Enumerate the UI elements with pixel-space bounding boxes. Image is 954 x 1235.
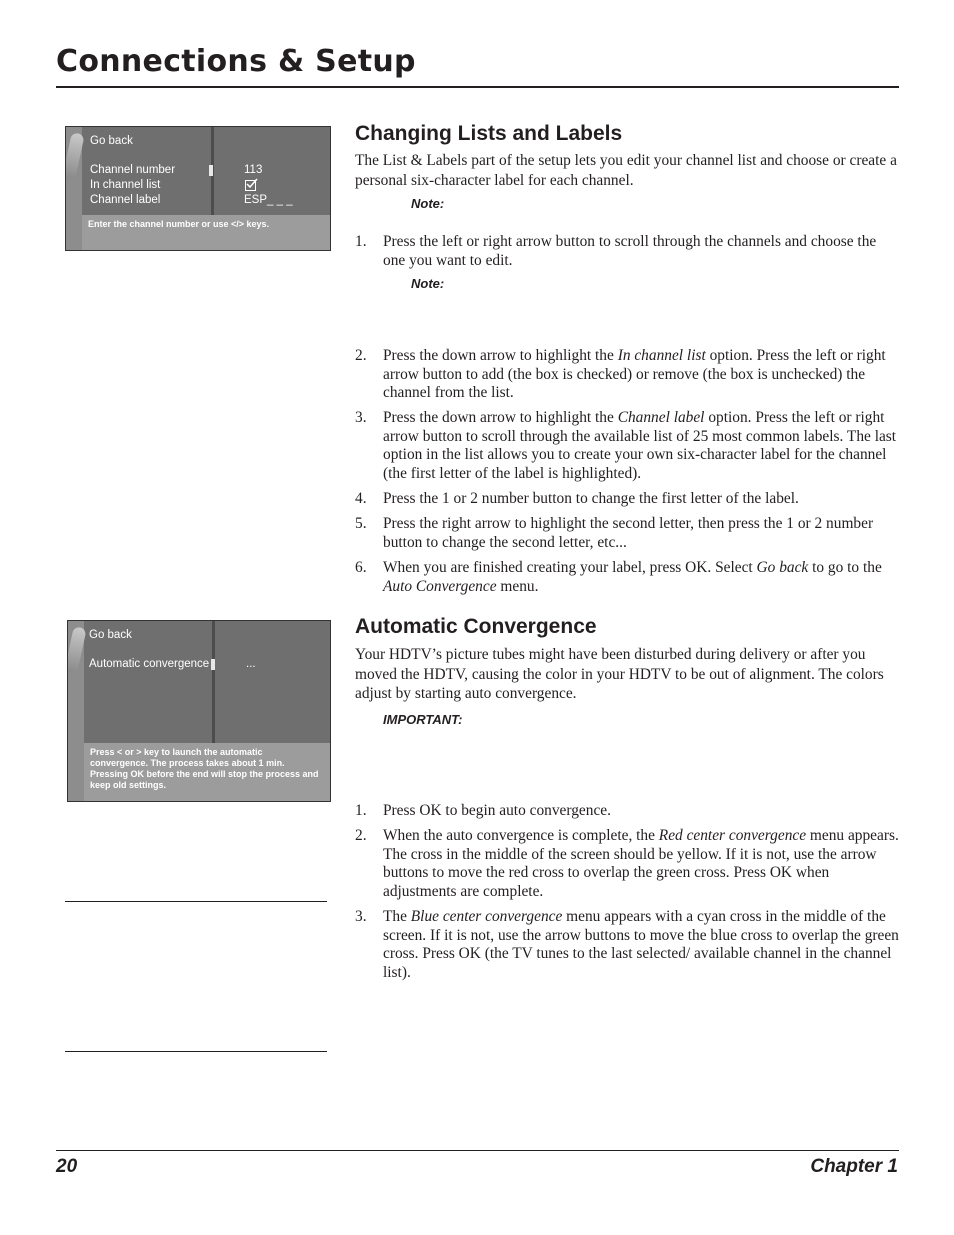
step-number: 3. (355, 908, 367, 925)
menu-cursor (209, 165, 213, 176)
channel-list-menu-screenshot (65, 126, 331, 251)
step-text-part: When the auto convergence is complete, the (383, 827, 659, 844)
step-text-emphasis: Channel label (617, 409, 705, 426)
go-back-item: Go back (90, 135, 133, 147)
automatic-convergence-item: Automatic convergence (89, 658, 210, 670)
step-text (383, 802, 900, 821)
auto-convergence-menu-screenshot (67, 620, 331, 802)
list-step (355, 347, 900, 403)
step-text-part: option. Press the left or right arrow button to add (the box is checked) or remove (the box is unchecked) the channel from the list. (383, 347, 886, 402)
checkmark-icon (245, 178, 259, 190)
step-text-emphasis: Go back (756, 559, 809, 576)
go-back-item: Go back (89, 629, 132, 641)
in-channel-list-checkbox (245, 180, 256, 191)
step-text-emphasis: Red center convergence (658, 827, 807, 844)
step-text (383, 233, 900, 270)
sidebar-rule (65, 901, 327, 902)
remote-control-icon (65, 132, 85, 180)
channel-label-value: ESP_ _ _ (244, 194, 293, 206)
step-text (383, 490, 900, 509)
step-text-emphasis: Auto Convergence (383, 577, 497, 595)
channel-number-item: Channel number (90, 164, 176, 176)
auto-convergence-intro: Your HDTV’s picture tubes might have been disturbed during delivery or after you moved the HDTV, causing the color in your HDTV to be out of alignment. The colors adjust by starting auto convergence. (355, 646, 884, 702)
remote-control-icon (67, 626, 87, 674)
list-step (355, 559, 900, 596)
step-text-part: menu appears. The cross in the middle of the screen should be yellow. If it is not, use the arrow buttons to move the red cross to overlap the green cross. Press OK when adjustments are complete. (383, 827, 899, 900)
step-number: 5. (355, 515, 367, 532)
step-text (383, 409, 900, 483)
step-text-emphasis: Blue center convergence (410, 908, 563, 925)
step-text-part: When you are finished creating your label, press OK. Select (383, 559, 757, 576)
list-step (355, 827, 900, 901)
step-text (383, 827, 900, 901)
header-rule (56, 86, 899, 88)
step-text (383, 347, 900, 403)
step-text (383, 515, 900, 552)
menu-cursor (211, 659, 215, 670)
list-step (355, 908, 900, 982)
step-number: 1. (355, 802, 367, 819)
menu-side-strip (68, 621, 84, 801)
step-text-part: Press the left or right arrow button to scroll through the channels and choose the one you want to edit. (383, 233, 877, 269)
step-text-part: The (383, 908, 411, 925)
step-number: 3. (355, 409, 367, 426)
step-number: 2. (355, 827, 367, 844)
menu-help-text: Enter the channel number or use </> keys. (82, 215, 330, 250)
menu-help-text: Press < or > key to launch the automatic convergence. The process takes about 1 min. Pressing OK before the end will stop the process and keep old settings. (84, 743, 330, 801)
step-number: 4. (355, 490, 367, 507)
list-step (355, 490, 900, 509)
list-step (355, 409, 900, 483)
step-text-part: Press OK to begin auto convergence. (383, 802, 611, 819)
page-header-title: Connections & Setup (56, 44, 416, 79)
sidebar-rule (65, 1051, 327, 1052)
step-text-part: to go to the (808, 559, 882, 576)
list-step (355, 515, 900, 552)
step-text-part: Press the down arrow to highlight the (383, 347, 618, 364)
menu-divider (212, 621, 215, 743)
step-text-part: Press the 1 or 2 number button to change the first letter of the label. (383, 490, 799, 507)
step-number: 6. (355, 559, 367, 576)
step-text-part: menu. (496, 577, 539, 595)
in-channel-list-item: In channel list (90, 179, 161, 191)
menu-side-strip (66, 127, 82, 250)
step-text-part: Press the down arrow to highlight the (383, 409, 618, 426)
step-text-part: option. Press the left or right arrow button to scroll through the available list of 25 most common labels. The last option in the list allows you to create your own six-character label for the channel (the first letter of the label is highlighted). (383, 409, 897, 482)
page-number: 20 (56, 1156, 78, 1177)
step-text-part: Press the right arrow to highlight the second letter, then press the 1 or 2 number button to change the second letter, etc... (383, 515, 874, 551)
step-text (383, 559, 900, 596)
list-step (355, 233, 900, 270)
chapter-label: Chapter 1 (810, 1156, 898, 1177)
step-text-part: menu appears with a cyan cross in the middle of the screen. If it is not, use the arrow buttons to move the blue cross to overlap the green cross. Press OK (the TV tunes to the last selected/ available channel in the channel list). (383, 908, 899, 981)
channel-number-value: 113 (244, 164, 263, 176)
note-label-1: Note: (411, 196, 445, 211)
section-heading-auto-convergence: Automatic Convergence (355, 615, 597, 638)
channel-label-item: Channel label (90, 194, 161, 206)
important-label: IMPORTANT: (383, 712, 463, 727)
note-label-2: Note: (411, 276, 445, 291)
step-number: 1. (355, 233, 367, 250)
footer-rule (56, 1150, 899, 1151)
list-step (355, 802, 900, 821)
step-number: 2. (355, 347, 367, 364)
section-heading-lists-labels: Changing Lists and Labels (355, 122, 623, 145)
step-text (383, 908, 900, 982)
automatic-convergence-value: ... (246, 658, 256, 670)
lists-labels-intro: The List & Labels part of the setup lets you edit your channel list and choose or create a personal six-character label for each channel. (355, 152, 897, 189)
step-text-emphasis: In channel list (617, 347, 706, 364)
